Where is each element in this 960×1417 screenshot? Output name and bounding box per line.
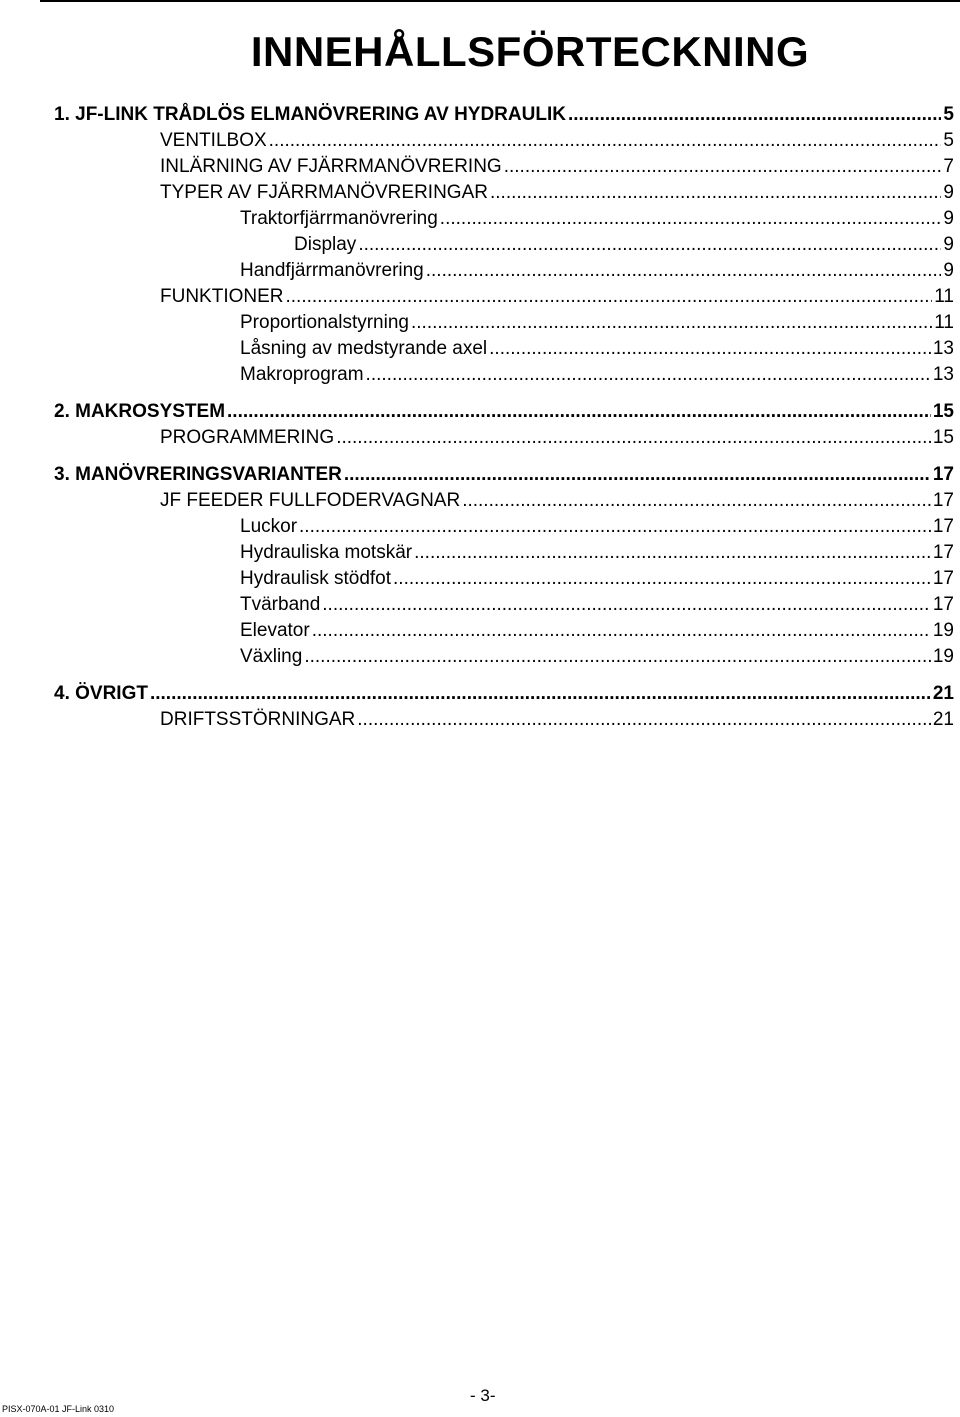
toc-entry-label: Växling [240, 646, 303, 667]
toc-entry-leader [504, 155, 942, 179]
toc-entry-page: 9 [943, 260, 954, 281]
toc-entry[interactable] [240, 645, 954, 669]
toc-entry[interactable] [54, 463, 954, 487]
toc-entry-leader [568, 103, 941, 127]
toc-entry-page: 13 [932, 364, 954, 385]
toc-entry[interactable] [54, 103, 954, 127]
toc-entry-page: 17 [932, 464, 954, 485]
toc-entry-leader [462, 489, 931, 513]
toc-entry[interactable] [240, 207, 954, 231]
toc-entry-label: Hydraulisk stödfot [240, 568, 392, 589]
toc-entry-leader [286, 285, 933, 309]
toc-entry-leader [357, 708, 931, 732]
toc-entry[interactable] [240, 259, 954, 283]
toc-entry-label: FUNKTIONER [160, 286, 284, 307]
toc-entry[interactable] [240, 567, 954, 591]
toc-entry[interactable] [160, 489, 954, 513]
toc-entry-leader [358, 233, 941, 257]
toc-entry-label: Display [294, 234, 357, 255]
toc-entry[interactable] [160, 285, 954, 309]
toc-entry-leader [440, 207, 942, 231]
toc-entry-label: VENTILBOX [160, 130, 267, 151]
toc-entry-label: 1. JF-LINK TRÅDLÖS ELMANÖVRERING AV HYDRAULIK [54, 104, 566, 125]
toc-entry[interactable] [240, 593, 954, 617]
toc-entry[interactable] [54, 682, 954, 706]
toc-entry[interactable] [240, 541, 954, 565]
toc-entry-page: 17 [932, 568, 954, 589]
toc-entry-label: 2. MAKROSYSTEM [54, 401, 226, 422]
toc-entry[interactable] [160, 155, 954, 179]
toc-entry-page: 21 [932, 683, 954, 704]
toc-entry-label: 3. MANÖVRERINGSVARIANTER [54, 464, 342, 485]
toc-entry-page: 21 [932, 709, 954, 730]
toc-entry-leader [269, 129, 942, 153]
toc-entry-label: Luckor [240, 516, 298, 537]
toc-entry-leader [299, 515, 931, 539]
toc-entry-leader [393, 567, 931, 591]
toc-entry[interactable] [240, 619, 954, 643]
toc-entry-leader [304, 645, 931, 669]
toc-entry[interactable] [54, 400, 954, 424]
toc-entry-leader [344, 463, 931, 487]
toc-entry-label: Handfjärrmanövrering [240, 260, 424, 281]
toc-entry[interactable] [160, 426, 954, 450]
toc-entry-label: Elevator [240, 620, 310, 641]
toc-entry-leader [490, 181, 941, 205]
toc-entry-label: 4. ÖVRIGT [54, 683, 148, 704]
toc-entry-page: 15 [932, 427, 954, 448]
toc-entry-label: Proportionalstyrning [240, 312, 409, 333]
toc-entry-page: 17 [932, 490, 954, 511]
toc-entry-label: PROGRAMMERING [160, 427, 335, 448]
toc-entry[interactable] [160, 129, 954, 153]
toc-entry-label: INLÄRNING AV FJÄRRMANÖVRERING [160, 156, 502, 177]
toc-entry-label: JF FEEDER FULLFODERVAGNAR [160, 490, 461, 511]
toc-entry-page: 19 [932, 646, 954, 667]
toc-entry-page: 5 [943, 104, 954, 125]
toc-entry-page: 11 [934, 286, 954, 307]
toc-entry-label: Tvärband [240, 594, 321, 615]
toc-entry-page: 17 [932, 516, 954, 537]
toc-entry[interactable] [160, 708, 954, 732]
toc-entry-label: Traktorfjärrmanövrering [240, 208, 438, 229]
toc-entry[interactable] [240, 311, 954, 335]
toc-entry-label: TYPER AV FJÄRRMANÖVRERINGAR [160, 182, 488, 203]
toc-entry-leader [312, 619, 931, 643]
toc-entry[interactable] [160, 181, 954, 205]
document-code: PISX-070A-01 JF-Link 0310 [2, 1404, 115, 1414]
toc-entry-leader [336, 426, 931, 450]
toc-entry-page: 7 [943, 156, 954, 177]
toc-entry-label: DRIFTSSTÖRNINGAR [160, 709, 356, 730]
toc-entry-leader [322, 593, 931, 617]
toc-entry-page: 13 [932, 338, 954, 359]
toc-entry-page: 17 [932, 542, 954, 563]
page-number: - 3- [470, 1386, 496, 1405]
toc-entry-page: 9 [943, 182, 954, 203]
toc-entry-leader [489, 337, 931, 361]
toc-entry-page: 11 [934, 312, 954, 333]
toc-entry-page: 15 [932, 401, 954, 422]
toc-entry-leader [426, 259, 942, 283]
toc-entry-label: Hydrauliska motskär [240, 542, 413, 563]
toc-entry-page: 19 [932, 620, 954, 641]
toc-entry-label: Makroprogram [240, 364, 364, 385]
toc-entry-leader [411, 311, 932, 335]
toc-entry-page: 9 [943, 234, 954, 255]
toc-entry-leader [227, 400, 931, 424]
toc-entry-label: Låsning av medstyrande axel [240, 338, 488, 359]
toc-entry-leader [414, 541, 931, 565]
toc-entry-leader [150, 682, 931, 706]
toc-entry[interactable] [240, 363, 954, 387]
toc-entry-leader [366, 363, 931, 387]
toc-entry-page: 9 [943, 208, 954, 229]
page-title: INNEHÅLLSFÖRTECKNING [250, 28, 810, 75]
top-rule [40, 0, 960, 2]
toc-entry[interactable] [240, 515, 954, 539]
toc-entry-page: 5 [943, 130, 954, 151]
toc-entry[interactable] [240, 337, 954, 361]
toc-entry-page: 17 [932, 594, 954, 615]
toc-entry[interactable] [294, 233, 954, 257]
